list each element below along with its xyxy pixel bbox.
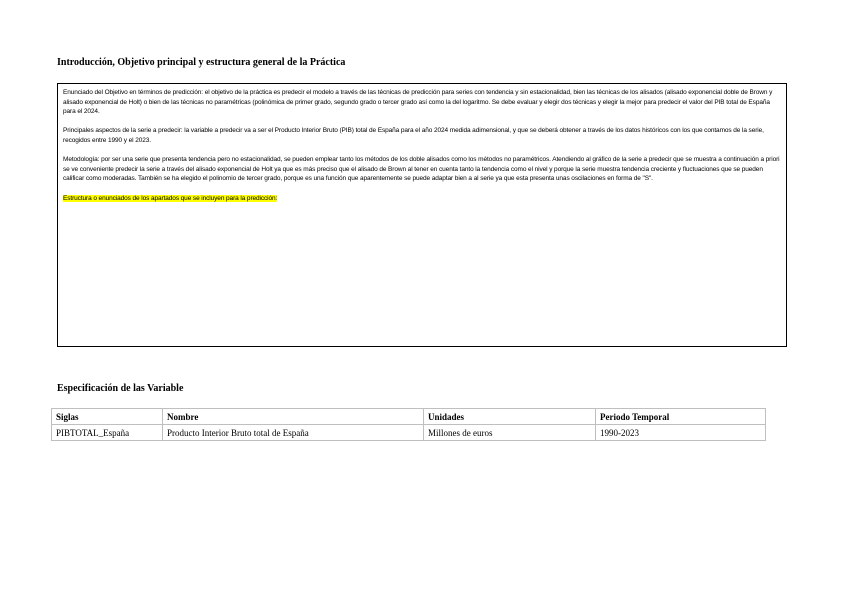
series-aspects-paragraph: Principales aspectos de la serie a predecir: la variable a predecir va a ser el Producto Interior Bruto (PIB) total de España para el año 2024 medida adimensional, y que se deberá obtener a través de los datos históricos con los que contamos de la serie, recogidos entre 1990 y el 2023.	[63, 127, 764, 144]
header-unidades: Unidades	[424, 409, 596, 425]
intro-heading: Introducción, Objetivo principal y estructura general de la Práctica	[57, 57, 346, 68]
header-siglas: Siglas	[52, 409, 163, 425]
methodology-paragraph: Metodología: por ser una serie que presenta tendencia pero no estacionalidad, se pueden emplear tanto los métodos de los doble alisados como los métodos no paramétricos. Atendiendo al gráfico de la serie a predecir que se muestra a continuación a priori se ve conveniente predecir la serie a través del alisado exponencial de Holt ya que es más preciso que el alisado de Brown al tener en cuenta tanto la tendencia como el nivel y porque la serie muestra tendencia creciente y fluctuaciones que se pueden calificar como moderadas. También se ha elegido el polinomio de tercer grado, porque es una función que aparentemente se puede adaptar bien a al serie ya que esta presenta unas oscilaciones en forma de "S".	[63, 156, 780, 183]
cell-unidades: Millones de euros	[424, 425, 596, 441]
header-periodo: Periodo Temporal	[596, 409, 766, 425]
table-row	[52, 425, 766, 441]
spec-heading: Especificación de las Variable	[57, 383, 184, 394]
objective-paragraph: Enunciado del Objetivo en términos de predicción: el objetivo de la práctica es predecir el modelo a través de las técnicas de predicción para series con tendencia y sin estacionalidad, bien las técnicas de los alisados (alisado exponencial doble de Brown y alisado exponencial de Holt) o bien de las técnicas no paramétricas (polinómica de primer grado, segundo grado o tercer grado así como la del logaritmo. Se debe evaluar y elegir dos técnicas y elegir la mejor para predecir el valor del PIB total de España para el 2024.	[63, 89, 773, 116]
variables-table	[51, 408, 766, 441]
intro-text-box	[57, 83, 787, 347]
header-nombre: Nombre	[163, 409, 424, 425]
cell-nombre: Producto Interior Bruto total de España	[163, 425, 424, 441]
cell-periodo: 1990-2023	[596, 425, 766, 441]
structure-paragraph	[63, 194, 781, 204]
table-header-row	[52, 409, 766, 425]
cell-siglas: PIBTOTAL_España	[52, 425, 163, 441]
structure-highlight: Estructura o enunciados de los apartados que se incluyen para la predicción:	[63, 194, 278, 202]
